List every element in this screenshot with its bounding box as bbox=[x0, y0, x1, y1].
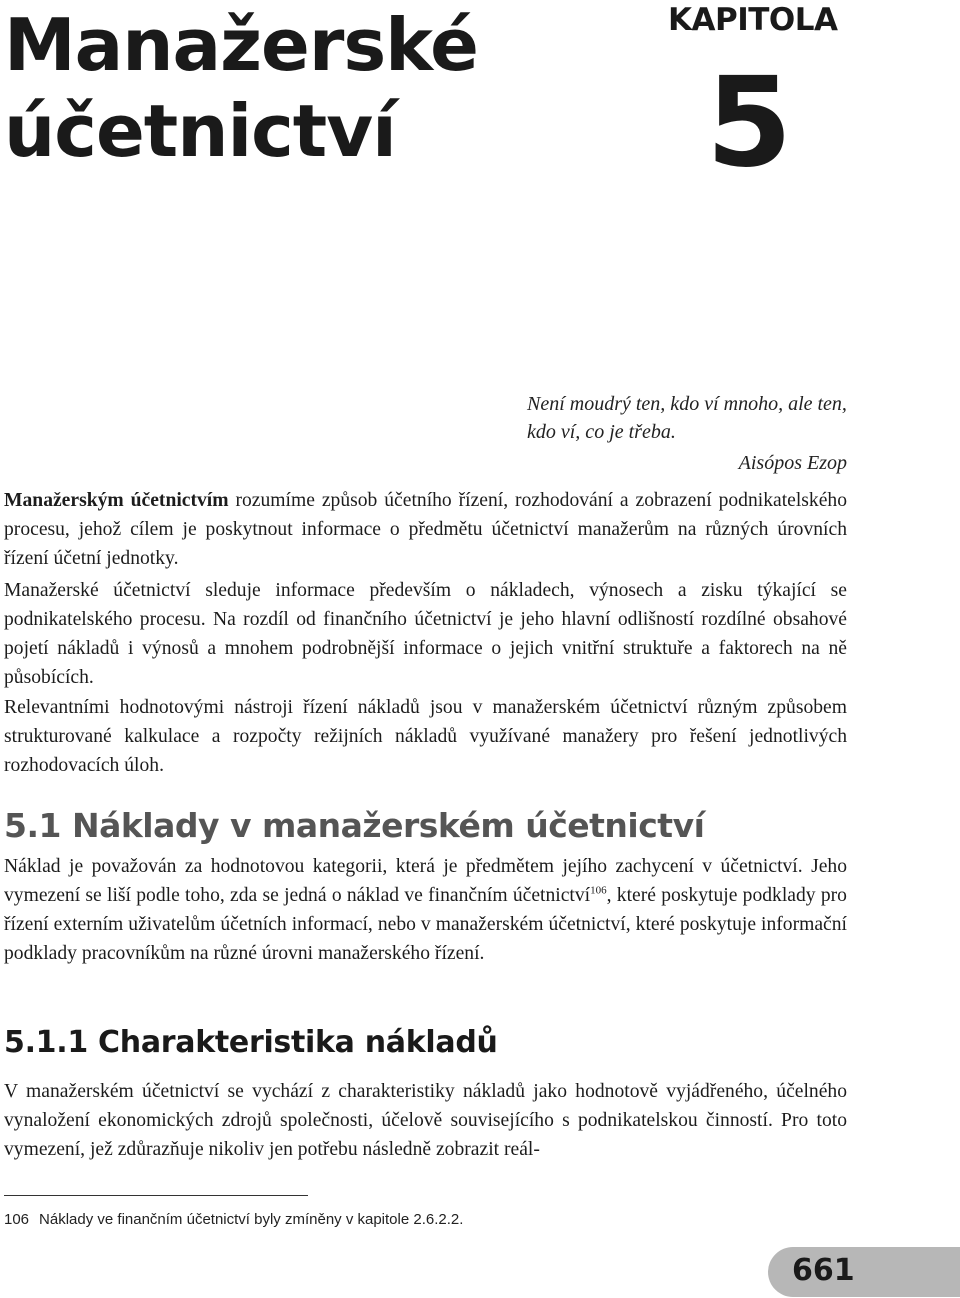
motto-quote: Není moudrý ten, kdo ví mnoho, ale ten, kdo ví, co je třeba. bbox=[527, 393, 847, 443]
section-5-1-paragraph bbox=[4, 852, 847, 968]
intro-paragraph-1-text: rozumíme způsob účetního řízení, rozhodování a zobrazení podnikatelského procesu, jehož cílem je poskytnout informace o předmětu účetnictví manažerům na různých úrovních řízení účetní jednotky. bbox=[4, 490, 847, 569]
term-bold: Manažerským účetnictvím bbox=[4, 490, 229, 511]
footnote-divider bbox=[4, 1195, 308, 1196]
page-number-badge bbox=[768, 1247, 960, 1297]
chapter-label: KAPITOLA bbox=[668, 2, 838, 38]
footnote-reference[interactable]: 106 bbox=[590, 884, 607, 897]
section-heading-5-1-1: 5.1.1 Charakteristika nákladů bbox=[4, 1025, 498, 1060]
intro-paragraph-2: Manažerské účetnictví sleduje informace především o nákladech, výnosech a zisku týkající se podnikatelského procesu. Na rozdíl od finančního účetnictví je jeho hlavní odlišností rozdílné obsahové pojetí nákladů i výnosů a mnohem podrobnější informace o jejich vnitřní struktuře a faktorech na ně působících. bbox=[4, 580, 847, 688]
section-5-1-1-paragraph: V manažerském účetnictví se vychází z charakteristiky nákladů jako hodnotově vyjádřeného, účelného vynaložení ekonomických zdrojů společnosti, účelově souvisejícího s podnikatelskou činností. Pro toto vymezení, jež zdůrazňuje nikoliv jen potřebu následně zobrazit reál- bbox=[4, 1081, 847, 1160]
section-5-1-text-after: , které poskytuje podklady pro řízení externím uživatelům účetních informací, nebo v manažerském účetnictví, které poskytuje informační podklady pracovníkům na různé úrovni manažerského řízení. bbox=[4, 885, 847, 964]
section-5-1-text-before: Náklad je považován za hodnotovou kategorii, která je předmětem jejího zachycení v účetnictví. Jeho vymezení se liší podle toho, zda se jedná o náklad ve finančním účetnictví bbox=[4, 856, 847, 906]
motto-author: Aisópos Ezop bbox=[738, 452, 847, 474]
footnote bbox=[4, 1211, 463, 1228]
chapter-title-line-2: účetnictví bbox=[4, 89, 396, 173]
intro-paragraph-3: Relevantními hodnotovými nástroji řízení nákladů jsou v manažerském účetnictví různým způsobem strukturované kalkulace a rozpočty režijních nákladů využívané manažery pro řešení jednotlivých rozhodovacích úloh. bbox=[4, 697, 847, 776]
chapter-title-line-1: Manažerské bbox=[4, 3, 478, 87]
footnote-text: Náklady ve finančním účetnictví byly zmíněny v kapitole 2.6.2.2. bbox=[39, 1211, 464, 1228]
page-number: 661 bbox=[792, 1253, 855, 1288]
footnote-number: 106 bbox=[4, 1211, 30, 1228]
chapter-number: 5 bbox=[706, 51, 793, 195]
intro-paragraph-1 bbox=[4, 486, 847, 573]
chapter-title bbox=[4, 2, 478, 174]
section-heading-5-1: 5.1 Náklady v manažerském účetnictví bbox=[4, 806, 705, 845]
